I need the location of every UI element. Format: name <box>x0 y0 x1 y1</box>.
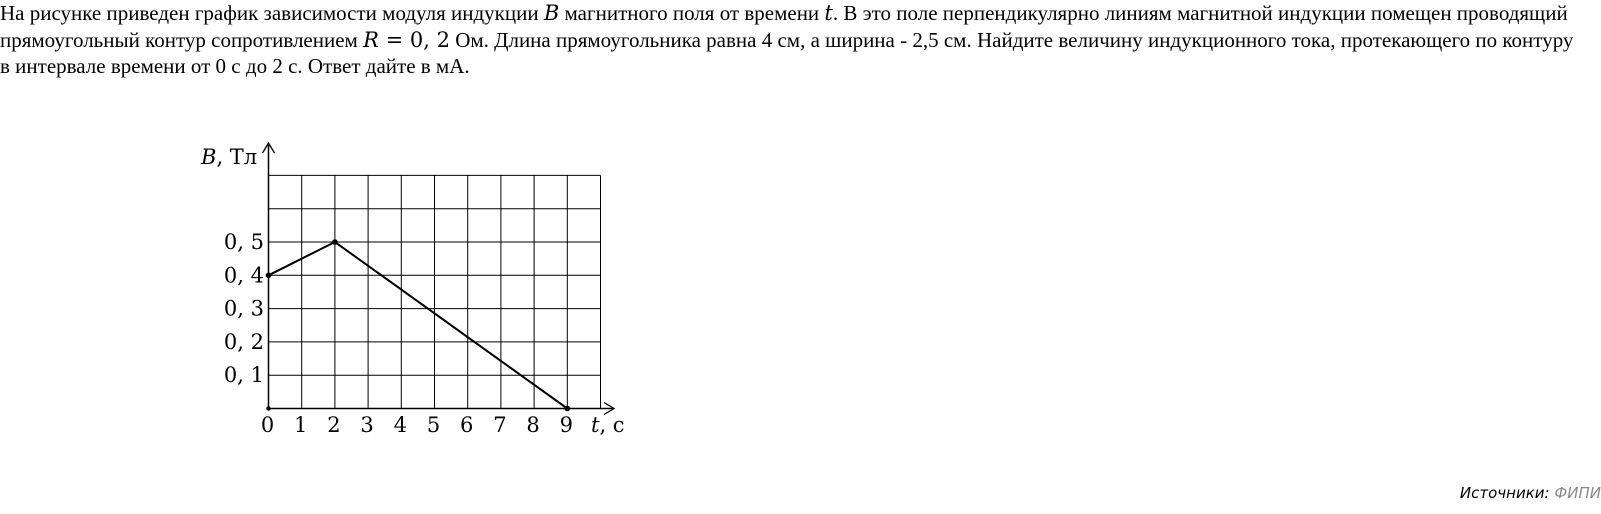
x-tick-label: 1 <box>294 413 308 437</box>
y-tick-label: 0, 2 <box>223 329 264 354</box>
problem-text-part-4: Ом. Длина прямоугольника равна 4 см, а ширина - 2,5 см. Найдите величину индукционного тока, протекающего по контуру в интервале времени от 0 с до 2 с. Ответ дайте в мА. <box>0 27 1574 78</box>
series-line <box>269 242 568 409</box>
x-tick-labels <box>261 413 573 437</box>
y-axis-label <box>200 145 257 169</box>
problem-text-part-1: На рисунке приведен график зависимости модуля индукции <box>0 1 544 25</box>
variable-t: t <box>824 1 833 25</box>
x-tick-label: 4 <box>393 413 407 437</box>
y-tick-label: 0, 1 <box>223 363 264 388</box>
x-tick-label: 0 <box>260 413 275 437</box>
x-axis-label <box>591 413 625 437</box>
variable-b: B <box>543 1 560 25</box>
y-tick-labels <box>224 230 264 387</box>
y-axis-label-unit: , Тл <box>216 145 258 169</box>
source-label: Источники: <box>1459 484 1555 502</box>
x-tick-label: 5 <box>426 413 441 437</box>
x-tick-label: 7 <box>493 413 507 437</box>
axes <box>263 143 615 415</box>
data-series <box>266 239 570 411</box>
x-tick-label: 9 <box>559 413 573 437</box>
y-tick-label: 0, 3 <box>223 296 264 321</box>
source-link[interactable]: ФИПИ <box>1554 484 1601 502</box>
svg-text:t, с <box>591 413 625 437</box>
svg-text:B, Тл <box>200 145 257 169</box>
x-tick-label: 8 <box>526 413 540 437</box>
problem-text-part-2: магнитного поля от времени <box>559 1 825 25</box>
y-tick-label: 0, 5 <box>223 230 264 254</box>
data-point <box>332 239 338 245</box>
x-tick-label: 3 <box>360 413 374 437</box>
resistance-value: = 0, 2 <box>378 27 450 52</box>
source-line <box>1460 484 1601 502</box>
variable-r: R <box>363 27 379 52</box>
y-tick-label: 0, 4 <box>223 263 264 288</box>
x-axis-label-unit: , с <box>599 413 625 437</box>
y-axis-label-var: B <box>201 145 217 169</box>
problem-text-part-3: . В это поле перпендикулярно линиям магнитной индукции помещен проводящий прямоугольный контур сопротивлением <box>0 1 1568 52</box>
origin-point <box>266 406 270 410</box>
x-tick-label: 2 <box>327 413 341 437</box>
x-axis-label-var: t <box>591 413 600 437</box>
data-point <box>565 406 571 412</box>
x-tick-label: 6 <box>460 413 474 437</box>
data-point <box>266 273 272 279</box>
grid <box>269 175 601 408</box>
